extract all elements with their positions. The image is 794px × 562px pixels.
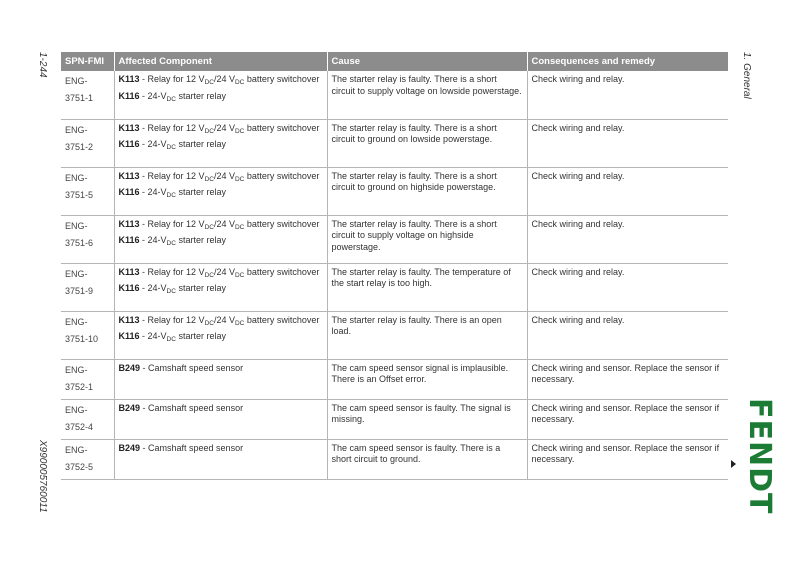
component-text: starter relay [175, 139, 226, 149]
affected-component-cell [114, 399, 327, 439]
component-code: K116 [118, 187, 140, 197]
spn-fmi-code: ENG- [65, 364, 88, 375]
affected-component-cell [114, 311, 327, 359]
spn-fmi-code: ENG- [65, 172, 88, 183]
component-text: battery switchover [244, 314, 320, 325]
component-text: DC [204, 223, 214, 231]
spn-fmi-cell [61, 439, 114, 479]
component-text: /24 V [213, 170, 235, 181]
component-entry: $K116 - 24-V_{DC}$ starter relay [118, 235, 226, 247]
component-text: DC [204, 127, 214, 135]
component-text: Relay for 12 V [147, 218, 205, 229]
remedy-cell: Check wiring and sensor. Replace the sensor if necessary. [527, 439, 728, 479]
component-code: K113 [118, 74, 140, 84]
chapter-title: 1. General [741, 52, 752, 99]
component-entry: $K116 - 24-V_{DC}$ starter relay [118, 331, 226, 343]
component-text: 24-V [147, 235, 167, 245]
component-text: 24-V [147, 187, 167, 197]
component-code: K113 [118, 218, 140, 229]
spn-fmi-cell [61, 71, 114, 119]
table-row [61, 71, 728, 119]
component-entry: $K116 - 24-V_{DC}$ starter relay [118, 283, 226, 295]
spn-fmi-code: ENG- [65, 268, 88, 279]
component-text: DC [166, 336, 176, 343]
spn-fmi-code: ENG- [65, 76, 88, 86]
component-text: Relay for 12 V [147, 266, 205, 277]
component-text: DC [204, 175, 214, 183]
component-text: /24 V [213, 218, 235, 229]
component-text: /24 V [213, 314, 235, 325]
spn-fmi-code: ENG- [65, 124, 88, 135]
component-text: 24-V [147, 283, 167, 293]
component-text: Camshaft speed sensor [148, 362, 244, 373]
component-text: starter relay [175, 235, 226, 245]
component-entry: K113 - Relay for 12 $V_{DC}/24$ $V_{DC}$ battery switchover [118, 170, 320, 183]
affected-component-cell [114, 359, 327, 399]
spn-fmi-code: 3752-4 [65, 421, 94, 432]
component-text: 24-V [147, 139, 167, 149]
component-code: K116 [118, 283, 140, 293]
component-entry: B249 - Camshaft speed sensor [118, 362, 244, 373]
affected-component-cell [114, 119, 327, 167]
error-code-table [61, 52, 728, 480]
component-code: K116 [118, 90, 140, 101]
remedy-cell: Check wiring and relay. [527, 311, 728, 359]
component-code: B249 [118, 362, 141, 373]
component-code: K116 [118, 235, 140, 245]
table-row [61, 263, 728, 311]
header-spn-fmi: SPN-FMI [61, 52, 114, 71]
component-text: DC [166, 192, 176, 199]
spn-fmi-code: 3751-6 [65, 237, 94, 248]
component-code: K116 [118, 331, 140, 341]
component-text: battery switchover [244, 218, 320, 229]
remedy-cell: Check wiring and relay. [527, 119, 728, 167]
component-text: /24 V [213, 74, 235, 84]
affected-component-cell [114, 167, 327, 215]
page-number: 1-244 [37, 52, 48, 78]
document-number: X990005760011 [37, 440, 48, 513]
component-text: DC [204, 79, 214, 86]
component-text: /24 V [213, 122, 235, 133]
affected-component-cell [114, 71, 327, 119]
component-entry: K113 - Relay for 12 $V_{DC}/24$ $V_{DC}$ battery switchover [118, 314, 320, 327]
table-row [61, 167, 728, 215]
spn-fmi-cell [61, 359, 114, 399]
component-text: DC [204, 319, 214, 327]
header-cause: Cause [327, 52, 527, 71]
component-text: DC [204, 271, 214, 279]
spn-fmi-cell [61, 119, 114, 167]
spn-fmi-cell [61, 167, 114, 215]
component-code: B249 [118, 442, 141, 453]
component-text: DC [166, 288, 176, 295]
component-code: K113 [118, 314, 140, 325]
component-code: B249 [118, 402, 141, 413]
cause-cell: The starter relay is faulty. There is a short circuit to supply voltage on highside powerstage. [327, 215, 527, 263]
component-entry: $K116 - 24-V_{DC}$ starter relay [118, 187, 226, 199]
component-text: Relay for 12 V [147, 314, 205, 325]
component-entry: K113 - Relay for 12 $V_{DC}/24$ $V_{DC}$ battery switchover [118, 74, 320, 86]
spn-fmi-code: ENG- [65, 316, 88, 327]
component-text: Camshaft speed sensor [148, 442, 244, 453]
component-text: battery switchover [244, 74, 320, 84]
table-body [61, 71, 728, 479]
component-code: K116 [118, 139, 140, 149]
header-consequences: Consequences and remedy [527, 52, 728, 71]
component-text: DC [234, 127, 245, 135]
affected-component-cell [114, 439, 327, 479]
remedy-cell: Check wiring and relay. [527, 263, 728, 311]
cause-cell: The starter relay is faulty. There is a short circuit to ground on highside powerstage. [327, 167, 527, 215]
component-text: battery switchover [244, 170, 320, 181]
header-affected-component: Affected Component [114, 52, 327, 71]
component-text: 24-V [147, 90, 167, 101]
component-text: Relay for 12 V [147, 170, 205, 181]
component-entry: B249 - Camshaft speed sensor [118, 442, 244, 453]
table-row [61, 215, 728, 263]
component-entry: K113 - Relay for 12 $V_{DC}/24$ $V_{DC}$ battery switchover [118, 122, 320, 135]
spn-fmi-code: ENG- [65, 404, 88, 415]
table-row [61, 359, 728, 399]
table-row [61, 399, 728, 439]
component-text: DC [234, 79, 245, 86]
component-text: DC [166, 240, 176, 247]
spn-fmi-code: 3751-5 [65, 189, 94, 200]
component-code: K113 [118, 266, 140, 277]
remedy-cell: Check wiring and sensor. Replace the sensor if necessary. [527, 359, 728, 399]
component-text: DC [234, 271, 245, 279]
affected-component-cell [114, 215, 327, 263]
component-text: Relay for 12 V [147, 74, 205, 84]
spn-fmi-code: 3751-1 [65, 93, 94, 103]
spn-fmi-code: 3751-10 [65, 333, 99, 344]
cause-cell: The starter relay is faulty. The temperature of the start relay is too high. [327, 263, 527, 311]
remedy-cell: Check wiring and relay. [527, 215, 728, 263]
cause-cell: The cam speed sensor is faulty. The signal is missing. [327, 399, 527, 439]
spn-fmi-cell [61, 215, 114, 263]
component-entry: B249 - Camshaft speed sensor [118, 402, 244, 413]
component-text: Camshaft speed sensor [148, 402, 244, 413]
spn-fmi-cell [61, 311, 114, 359]
component-text: DC [166, 95, 176, 103]
component-text: starter relay [175, 283, 226, 293]
fendt-logo: FENDT [742, 398, 777, 515]
component-entry: $K116 - 24-V_{DC}$ starter relay [118, 90, 226, 103]
spn-fmi-cell [61, 399, 114, 439]
component-text: DC [234, 223, 245, 231]
component-text: battery switchover [244, 266, 320, 277]
component-entry: $K116 - 24-V_{DC}$ starter relay [118, 139, 226, 151]
component-text: starter relay [175, 90, 226, 101]
table-header-row [61, 52, 728, 71]
component-text: starter relay [175, 331, 226, 341]
cause-cell: The starter relay is faulty. There is a short circuit to supply voltage on lowside powerstage. [327, 71, 527, 119]
spn-fmi-code: ENG- [65, 444, 88, 455]
remedy-cell: Check wiring and sensor. Replace the sensor if necessary. [527, 399, 728, 439]
component-text: DC [234, 175, 245, 183]
component-entry: K113 - Relay for 12 $V_{DC}/24$ $V_{DC}$ battery switchover [118, 218, 320, 231]
component-text: starter relay [175, 187, 226, 197]
table-row [61, 311, 728, 359]
component-text: /24 V [213, 266, 235, 277]
remedy-cell: Check wiring and relay. [527, 167, 728, 215]
cause-cell: The cam speed sensor signal is implausible. There is an Offset error. [327, 359, 527, 399]
spn-fmi-code: 3752-5 [65, 461, 94, 472]
component-entry: K113 - Relay for 12 $V_{DC}/24$ $V_{DC}$ battery switchover [118, 266, 320, 279]
spn-fmi-code: 3751-9 [65, 285, 94, 296]
table-row [61, 439, 728, 479]
component-text: Relay for 12 V [147, 122, 205, 133]
spn-fmi-cell [61, 263, 114, 311]
component-text: DC [234, 319, 245, 327]
component-code: K113 [118, 170, 140, 181]
next-page-arrow-icon[interactable] [731, 460, 736, 468]
component-text: 24-V [147, 331, 167, 341]
spn-fmi-code: ENG- [65, 220, 88, 231]
affected-component-cell [114, 263, 327, 311]
table-row [61, 119, 728, 167]
component-text: DC [166, 144, 176, 151]
component-text: battery switchover [244, 122, 320, 133]
cause-cell: The cam speed sensor is faulty. There is a short circuit to ground. [327, 439, 527, 479]
spn-fmi-code: 3752-1 [65, 381, 94, 392]
cause-cell: The starter relay is faulty. There is a short circuit to ground on lowside powerstage. [327, 119, 527, 167]
cause-cell: The starter relay is faulty. There is an open load. [327, 311, 527, 359]
remedy-cell: Check wiring and relay. [527, 71, 728, 119]
spn-fmi-code: 3751-2 [65, 141, 94, 152]
component-code: K113 [118, 122, 140, 133]
